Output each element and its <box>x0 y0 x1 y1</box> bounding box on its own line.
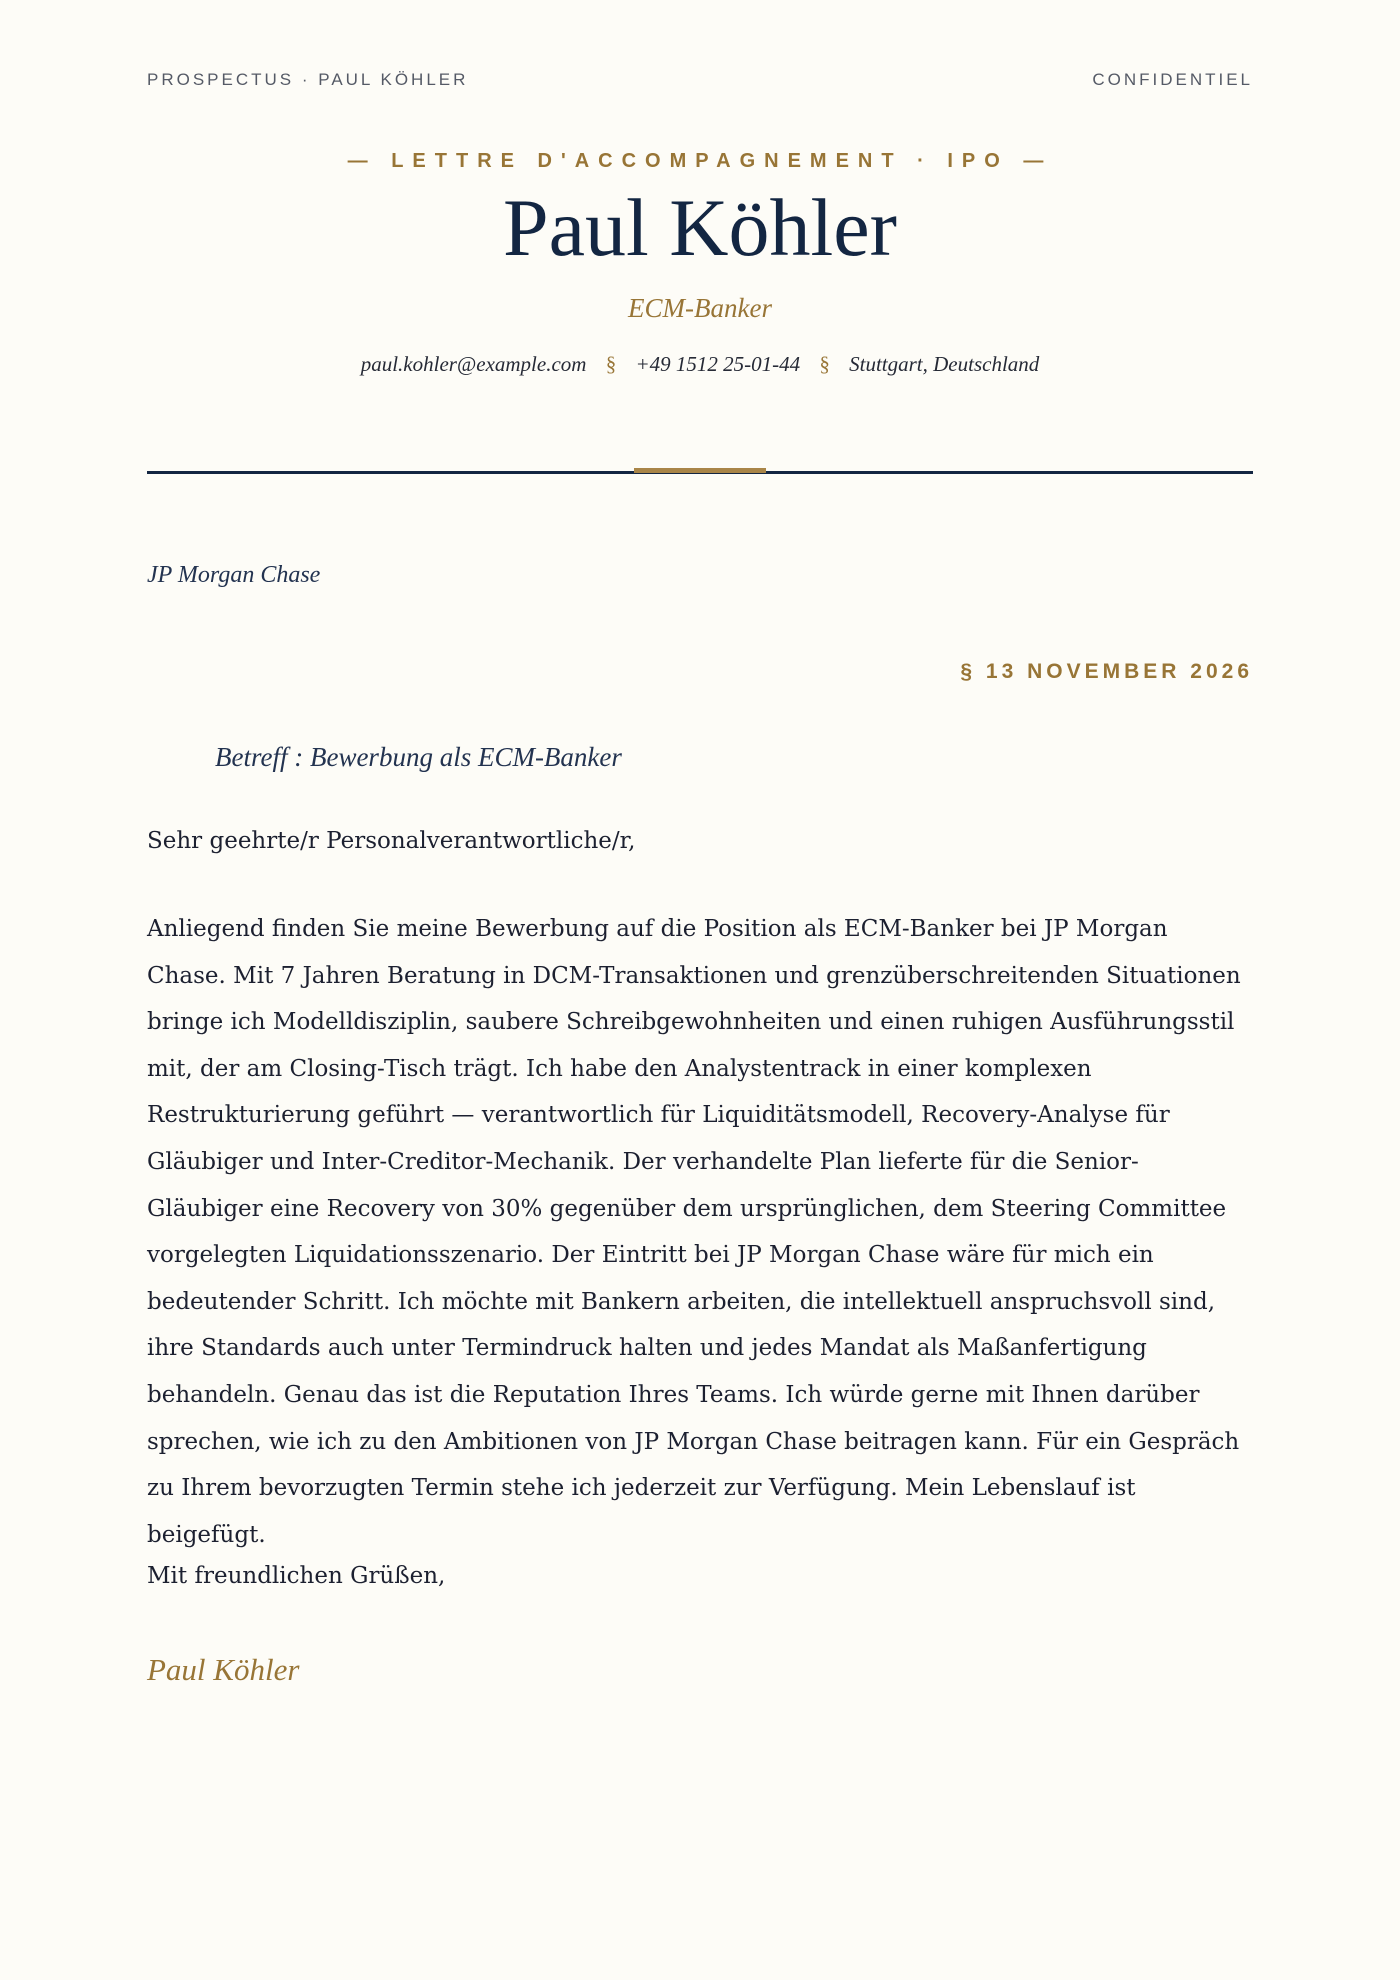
closing: Mit freundlichen Grüßen, <box>147 1563 446 1589</box>
contact-line <box>147 352 1253 377</box>
letter-subject: Betreff : Bewerbung als ECM-Banker <box>215 742 622 772</box>
header-divider <box>147 470 1253 474</box>
salutation: Sehr geehrte/r Personalverantwortliche/r, <box>147 828 636 854</box>
masthead <box>147 150 1253 377</box>
contact-phone[interactable]: +49 1512 25-01-44 <box>635 352 801 376</box>
contact-location: Stuttgart, Deutschland <box>849 352 1040 376</box>
contact-separator: § <box>605 352 617 376</box>
running-header <box>147 70 1253 90</box>
signature: Paul Köhler <box>147 1652 300 1687</box>
document-kicker: — LETTRE D'ACCOMPAGNEMENT · IPO — <box>347 150 1053 172</box>
sender-name: Paul Köhler <box>503 182 897 273</box>
letter-date: § 13 NOVEMBER 2026 <box>960 660 1253 683</box>
divider-accent <box>634 468 766 473</box>
recipient: JP Morgan Chase <box>147 562 321 588</box>
letter-body: Anliegend finden Sie meine Bewerbung auf die Position als ECM-Banker bei JP Morgan Chase. Mit 7 Jahren Beratung in DCM-Transaktionen und grenzüberschreitenden Situationen bringe ich Modelldisziplin, saubere Schreibgewohnheiten und einen ruhigen Ausführungsstil mit, der am Closing-Tisch trägt. Ich habe den Analystentrack in einer komplexen Restrukturierung geführt — verantwortlich für Liquiditätsmodell, Recovery-Analyse für Gläubiger und Inter-Creditor-Mechanik. Der verhandelte Plan lieferte für die Senior-Gläubiger eine Recovery von 30% gegenüber dem ursprünglichen, dem Steering Committee vorgelegten Liquidationsszenario. Der Eintritt bei JP Morgan Chase wäre für mich ein bedeutender Schritt. Ich möchte mit Bankern arbeiten, die intellektuell anspruchsvoll sind, ihre Standards auch unter Termindruck halten und jedes Mandat als Maßanfertigung behandeln. Genau das ist die Reputation Ihres Teams. Ich würde gerne mit Ihnen darüber sprechen, wie ich zu den Ambitionen von JP Morgan Chase beitragen kann. Für ein Gespräch zu Ihrem bevorzugten Termin stehe ich jederzeit zur Verfügung. Mein Lebenslauf ist beigefügt. <box>147 916 1241 1548</box>
letter-page <box>147 0 1253 1980</box>
sender-role: ECM-Banker <box>628 293 772 323</box>
contact-email[interactable]: paul.kohler@example.com <box>360 352 587 376</box>
header-left: PROSPECTUS · PAUL KÖHLER <box>147 70 469 89</box>
contact-separator: § <box>819 352 830 376</box>
header-confidential: CONFIDENTIEL <box>1092 70 1253 89</box>
